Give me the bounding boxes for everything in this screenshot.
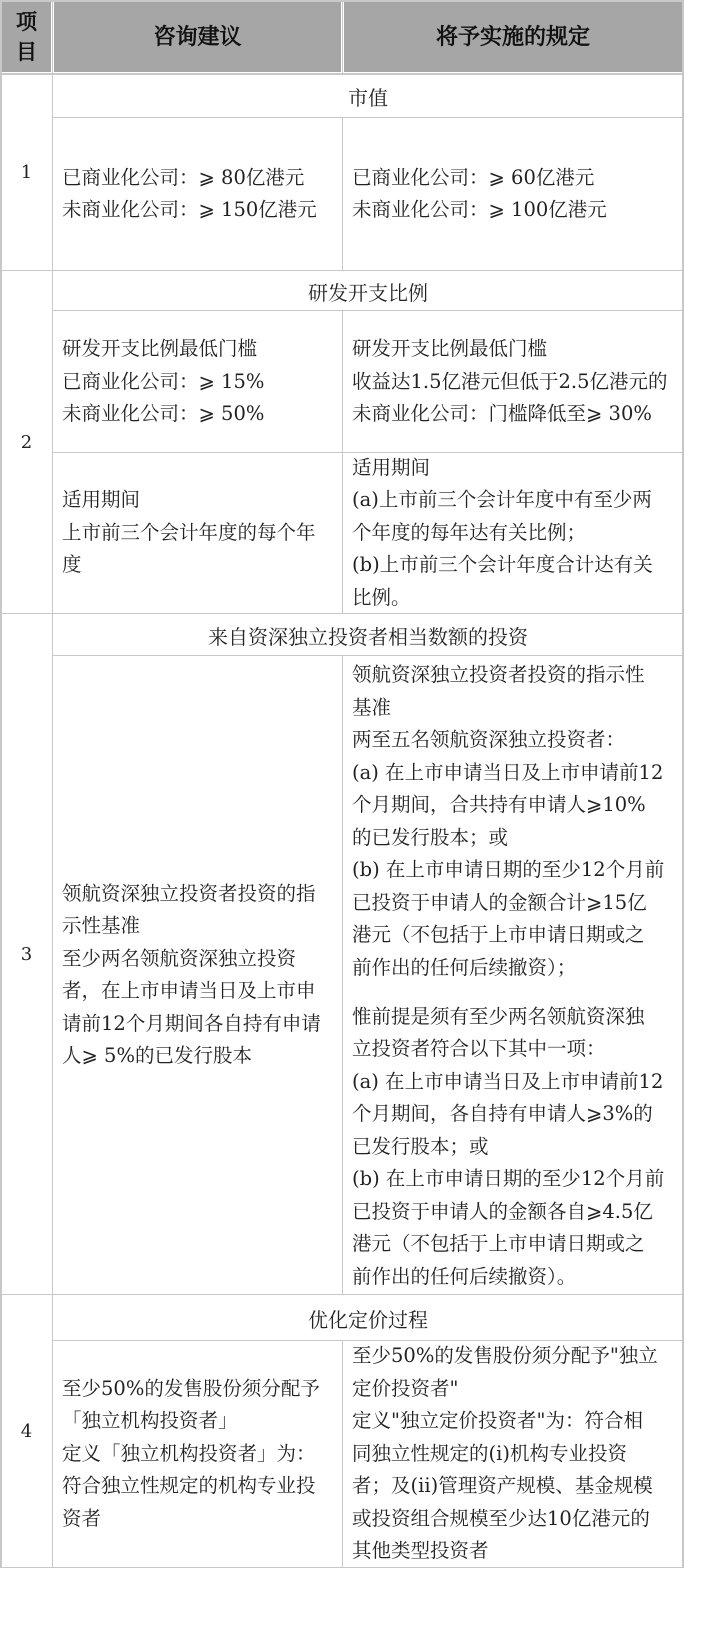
text-line: (b) 在上市申请日期的至少12个月前 xyxy=(352,1167,665,1190)
proposal-cell xyxy=(54,454,341,612)
row-number-label: 2 xyxy=(20,431,33,453)
header-final-label: 将予实施的规定 xyxy=(435,24,590,50)
text-line: (b)上市前三个会计年度合计达有关 xyxy=(352,553,653,577)
grid-line xyxy=(0,1567,684,1568)
header-proposal-label: 咨询建议 xyxy=(153,24,242,50)
row-number xyxy=(2,615,51,1293)
text-line: 者；及(ii)管理资产规模、基金规模 xyxy=(352,1474,653,1498)
section-title xyxy=(54,1296,682,1340)
grid-line xyxy=(342,118,343,270)
text-line: 个月期间，合共持有申请人⩾10% xyxy=(352,793,646,816)
section-title-label: 优化定价过程 xyxy=(308,1307,428,1332)
section-title-label: 来自资深独立投资者相当数额的投资 xyxy=(208,624,528,649)
text-line: 比例。 xyxy=(352,585,411,609)
text-line: 已商业化公司：⩾ 15% xyxy=(62,369,265,393)
grid-line xyxy=(682,0,684,1568)
text-line: 适用期间 xyxy=(352,455,431,479)
text-line: 前作出的任何后续撤资）。 xyxy=(352,1264,577,1288)
header-proposal-cell xyxy=(54,2,341,72)
text-line: 港元（不包括于上市申请日期或之 xyxy=(352,923,645,946)
grid-line xyxy=(53,310,683,311)
text-line: 个年度的每年达有关比例； xyxy=(352,520,587,544)
text-line: 符合独立性规定的机构专业投 xyxy=(62,1474,316,1498)
final-cell xyxy=(344,312,682,452)
text-line: 请前12个月期间各自持有申请 xyxy=(62,1011,321,1035)
grid-line xyxy=(53,117,683,118)
text-line: 惟前提是须有至少两名领航资深独 xyxy=(352,1004,645,1028)
grid-line xyxy=(0,270,684,271)
header-item-line2: 目 xyxy=(16,39,37,64)
grid-line xyxy=(53,1340,683,1341)
text-line: 立投资者符合以下其中一项： xyxy=(352,1037,606,1060)
grid-line xyxy=(53,655,683,656)
proposal-cell xyxy=(54,312,341,452)
text-line: 未商业化公司：⩾ 150亿港元 xyxy=(62,198,317,221)
section-title xyxy=(54,615,682,655)
text-line: 研发开支比例最低门槛 xyxy=(62,337,258,361)
text-line: 其他类型投资者 xyxy=(352,1539,489,1563)
text-line: 领航资深独立投资者投资的指示性 xyxy=(352,663,645,686)
section-title xyxy=(54,76,682,117)
final-cell xyxy=(344,454,682,612)
text-line: 示性基准 xyxy=(62,914,141,937)
proposal-cell xyxy=(54,657,341,1293)
text-line: 人⩾ 5%的已发行股本 xyxy=(62,1044,252,1067)
final-cell xyxy=(344,119,682,269)
section-title xyxy=(54,272,682,310)
text-line: 前作出的任何后续撤资）； xyxy=(352,955,577,979)
text-line: 已商业化公司：⩾ 60亿港元 xyxy=(352,165,595,189)
row-number xyxy=(2,76,51,269)
text-line: 未商业化公司：⩾ 100亿港元 xyxy=(352,198,607,221)
paragraph-gap xyxy=(352,984,674,1001)
text-line: 或投资组合规模至少达10亿港元的 xyxy=(352,1506,650,1530)
row-number-label: 4 xyxy=(20,1420,33,1442)
section-title-label: 研发开支比例 xyxy=(308,280,428,305)
text-line: 收益达1.5亿港元但低于2.5亿港元的 xyxy=(352,369,668,393)
proposal-cell xyxy=(54,1342,341,1566)
text-line: 的已发行股本；或 xyxy=(352,825,509,849)
grid-line xyxy=(342,0,343,73)
final-cell xyxy=(344,657,682,1293)
row-number xyxy=(2,1296,51,1566)
header-item-line1: 项 xyxy=(16,9,37,34)
text-line: 定义「独立机构投资者」为： xyxy=(62,1441,316,1465)
text-line: 两至五名领航资深独立投资者： xyxy=(352,728,626,751)
grid-line xyxy=(53,452,683,453)
text-line: 至少两名领航资深独立投资 xyxy=(62,946,297,970)
grid-line xyxy=(0,73,684,75)
row-number-label: 1 xyxy=(20,162,33,183)
text-line: 上市前三个会计年度的每个年 xyxy=(62,520,316,544)
grid-line xyxy=(342,311,343,613)
text-line: 个月期间，各自持有申请人⩾3%的 xyxy=(352,1102,653,1125)
text-line: (a) 在上市申请当日及上市申请前12 xyxy=(352,1069,664,1093)
text-line: 度 xyxy=(62,553,82,577)
text-line: 同独立性规定的(i)机构专业投资 xyxy=(352,1441,627,1465)
grid-line xyxy=(0,613,684,614)
proposal-cell xyxy=(54,119,341,269)
text-line: 港元（不包括于上市申请日期或之 xyxy=(352,1232,645,1255)
text-line: 研发开支比例最低门槛 xyxy=(352,337,548,361)
text-line: 定价投资者" xyxy=(352,1376,459,1400)
text-line: 至少50%的发售股份须分配予 xyxy=(62,1376,320,1400)
text-line: (a)上市前三个会计年度中有至少两 xyxy=(352,488,652,512)
header-item-cell xyxy=(2,2,51,72)
text-line: 未商业化公司：门槛降低至⩾ 30% xyxy=(352,402,652,426)
text-line: 适用期间 xyxy=(62,488,141,512)
text-line: 者，在上市申请当日及上市申 xyxy=(62,979,316,1002)
text-line: 领航资深独立投资者投资的指 xyxy=(62,881,316,905)
text-line: 至少50%的发售股份须分配予"独立 xyxy=(352,1344,658,1368)
text-line: 资者 xyxy=(62,1506,102,1530)
header-final-cell xyxy=(344,2,682,72)
final-cell xyxy=(344,1342,682,1566)
text-line: 已发行股本；或 xyxy=(352,1134,489,1158)
grid-line xyxy=(342,656,343,1294)
grid-line xyxy=(0,0,2,1568)
text-line: 已投资于申请人的金额合计⩾15亿 xyxy=(352,890,647,914)
row-number-label: 3 xyxy=(20,943,33,965)
section-title-label: 市值 xyxy=(348,86,388,110)
row-number xyxy=(2,272,51,612)
text-line: 已投资于申请人的金额各自⩾4.5亿 xyxy=(352,1199,653,1223)
text-line: 已商业化公司：⩾ 80亿港元 xyxy=(62,165,305,189)
grid-line xyxy=(0,1294,684,1295)
text-line: (a) 在上市申请当日及上市申请前12 xyxy=(352,760,664,784)
text-line: 未商业化公司：⩾ 50% xyxy=(62,402,265,426)
text-line: 基准 xyxy=(352,695,392,719)
grid-line xyxy=(52,0,53,1568)
grid-line xyxy=(342,1341,343,1567)
text-line: 定义"独立定价投资者"为：符合相 xyxy=(352,1409,643,1433)
text-line: (b) 在上市申请日期的至少12个月前 xyxy=(352,858,665,881)
text-line: 「独立机构投资者」 xyxy=(62,1409,238,1433)
